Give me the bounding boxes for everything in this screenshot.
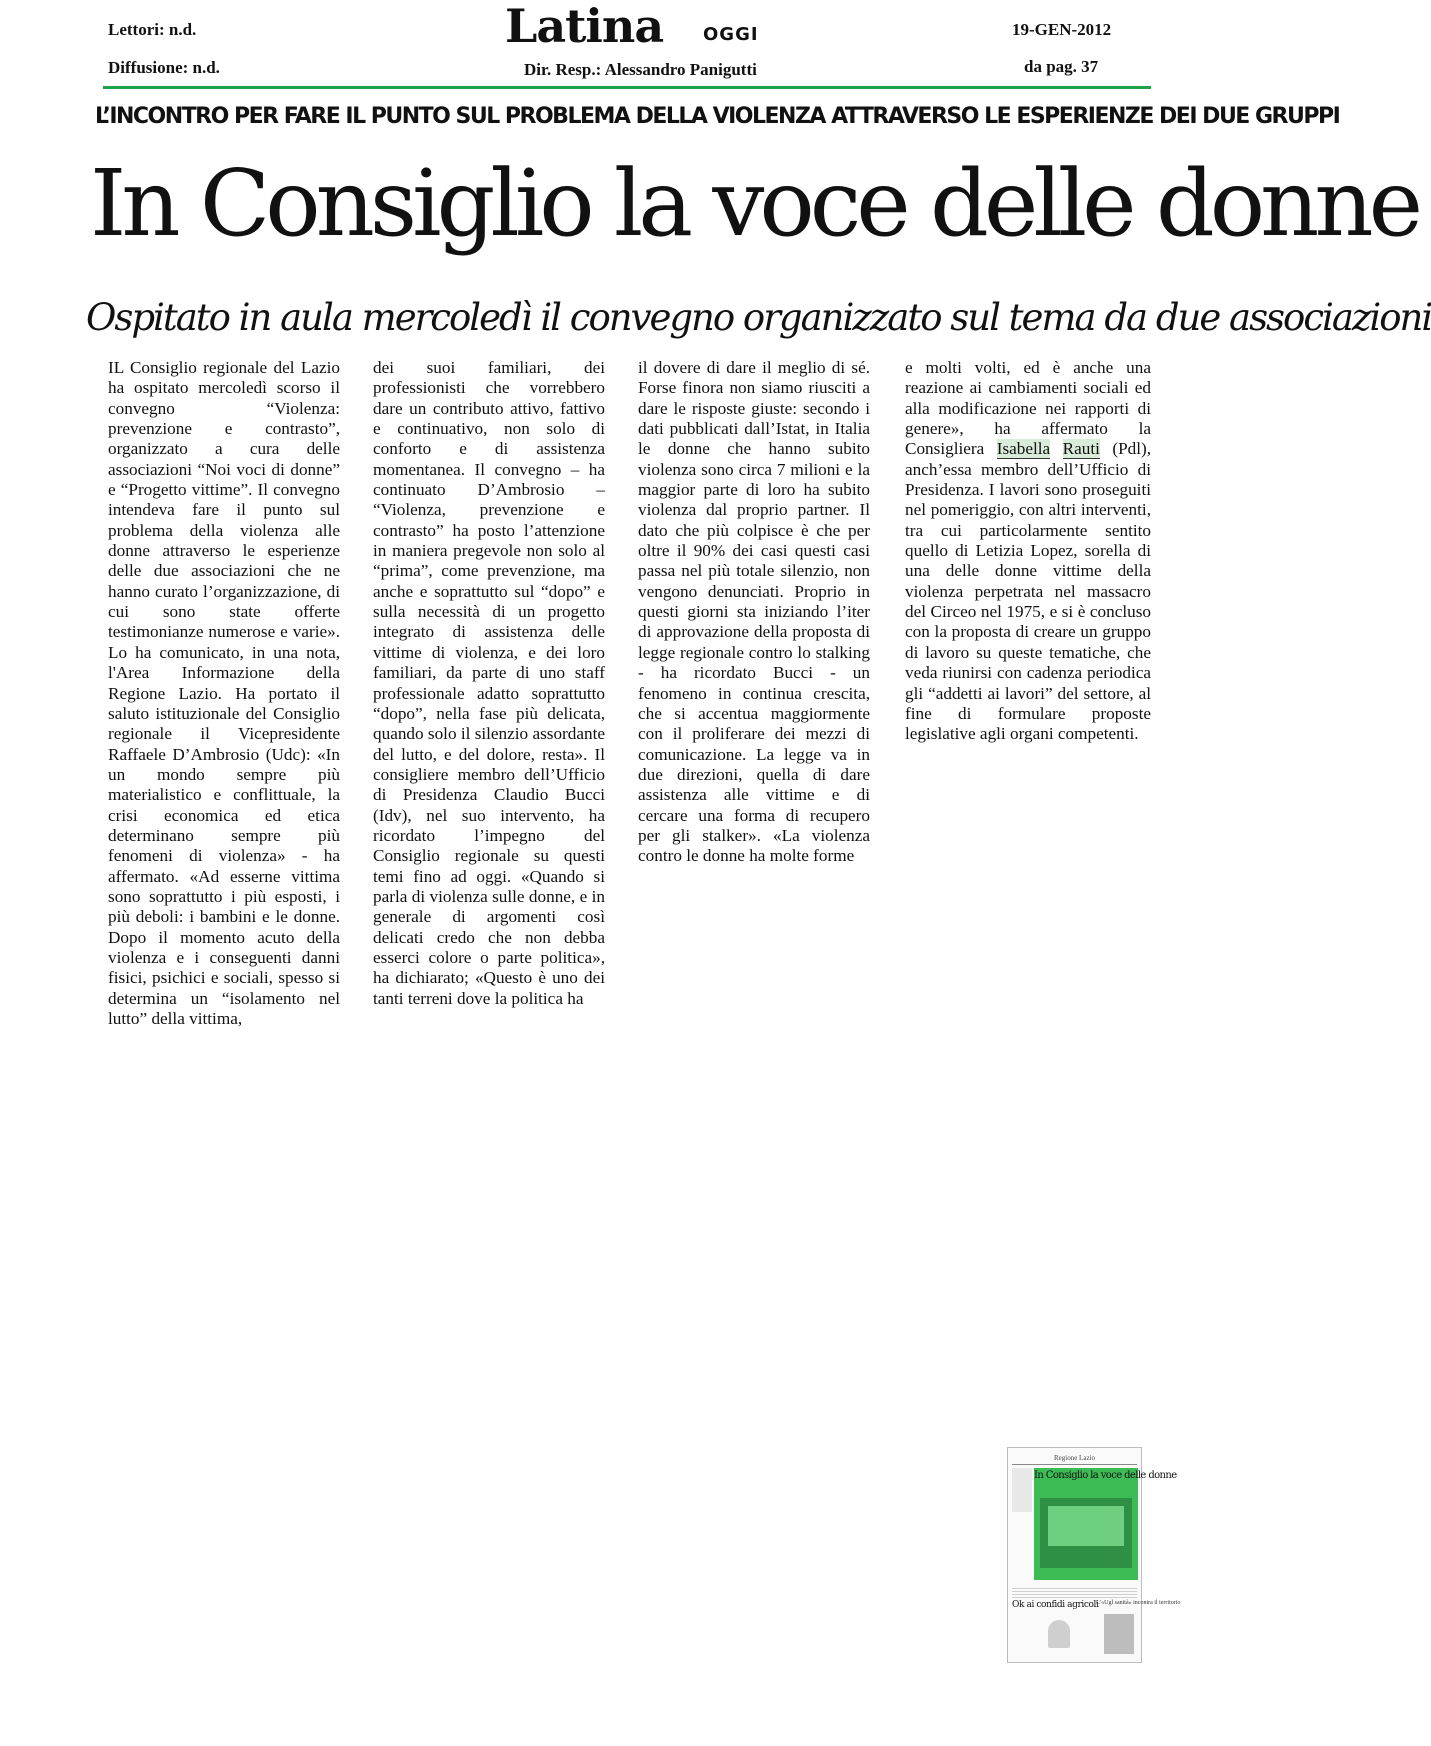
thumbnail-portrait <box>1048 1620 1070 1648</box>
thumbnail-top-label: Regione Lazio <box>1053 1454 1095 1462</box>
column-1-text: IL Consiglio regionale del Lazio ha ospitato mercoledì scorso il convegno “Violenza: prevenzione e contrasto”, organizzato a cura delle associazioni “Noi voci di donne” e “Progetto vittime”. Il convegno intendeva fare il punto sul problema della violenza alle donne attraverso le esperienze delle due associazioni che ne hanno curato l’organizzazione, di cui sono state offerte testimonianze numerose e varie». Lo ha comunicato, in una nota, l'Area Informazione della Regione Lazio. Ha portato il saluto istituzionale del Consiglio regionale il Vicepresidente Raffaele D’Ambrosio (Udc): «In un mondo sempre più materialistico e conflittuale, la crisi economica ed etica determinano sempre più fenomeni di violenza» - ha affermato. «Ad esserne vittima sono soprattutto i più esposti, i più deboli: i bambini e le donne. Dopo il momento acuto della violenza e i conseguenti danni fisici, psichici e sociali, spesso si determina un “isolamento nel lutto” della vittima, <box>108 358 340 1028</box>
thumbnail-title: In Consiglio la voce delle donne <box>1034 1470 1177 1481</box>
highlighted-last-name: Rauti <box>1062 439 1100 459</box>
article-subheadline: Ospitato in aula mercoledì il convegno organizzato sul tema da due associazioni <box>86 296 1431 339</box>
readers-label: Lettori: n.d. <box>108 20 197 39</box>
column-3-text: il dovere di dare il meglio di sé. Forse finora non siamo riusciti a dare le risposte giuste: secondo i dati pubblicati dall’Istat, in Italia le donne che hanno subito violenza sono circa 7 milioni e la maggior parte di loro ha subito violenza dal proprio partner. Il dato che più colpisce è che per oltre il 90% dei casi questi casi passa nel più totale silenzio, non vengono denunciati. Proprio in questi giorni sta iniziando l’iter di approvazione della proposta di legge regionale contro lo stalking - ha ricordato Bucci - un fenomeno in continua crescita, che si accentua maggiormente con il proliferare dei mezzi di comunicazione. La legge va in due direzioni, quella di dare assistenza alle vittime e di cercare una forma di recupero per gli stalker». «La violenza contro le donne ha molte forme <box>638 358 870 866</box>
article-column-1 <box>108 358 340 1029</box>
thumbnail-photo-detail <box>1048 1506 1124 1546</box>
article-column-2 <box>373 358 605 1009</box>
thumbnail-rule <box>1012 1464 1137 1465</box>
header-rule <box>103 86 1151 89</box>
thumbnail-figure <box>1104 1614 1134 1654</box>
article-column-4 <box>905 358 1151 745</box>
thumbnail-bottom-right-title: L’«Ugl sanità» incontra il territorio <box>1096 1600 1181 1606</box>
article-kicker: L’INCONTRO PER FARE IL PUNTO SUL PROBLEMA DELLA VIOLENZA ATTRAVERSO LE ESPERIENZE DEI DUE GRUPPI <box>95 104 1340 129</box>
newspaper-masthead <box>505 0 765 53</box>
masthead-name: Latina <box>505 0 664 53</box>
column-4-text-a: e molti volti, ed è anche una reazione ai cambiamenti sociali ed alla modificazione nei rapporti di genere», ha affermato la Consigliera <box>905 358 1151 459</box>
column-4-text-b: (Pdl), anch’essa membro dell’Ufficio di Presidenza. I lavori sono proseguiti nel pomeriggio, con altri interventi, tra cui particolarmente sentito quello di Letizia Lopez, sorella di una delle donne vittime della violenza perpetrata nel massacro del Circeo nel 1975, e si è concluso con la proposta di creare un gruppo di lavoro su queste tematiche, che veda riunirsi con cadenza periodica gli “addetti ai lavori” del settore, al fine di formulare proposte legislative agli organi competenti. <box>905 439 1152 744</box>
masthead-sub: OGGI <box>703 24 759 45</box>
article-headline: In Consiglio la voce delle donne <box>90 150 1419 257</box>
column-2-text: dei suoi familiari, dei professionisti che vorrebbero dare un contributo attivo, fattivo e continuativo, non solo di conforto e di assistenza momentanea. Il convegno – ha continuato D’Ambrosio – “Violenza, prevenzione e contrasto” ha posto l’attenzione in maniera pregevole non solo al “prima”, come prevenzione, ma anche e soprattutto sul “dopo” e sulla necessità di un progetto integrato di assistenza delle vittime di violenza, e dei loro familiari, da parte di uno staff professionale adatto soprattutto “dopo”, nella fase più delicata, quando solo il silenzio assordante del lutto, e del dolore, resta». Il consigliere membro dell’Ufficio di Presidenza Claudio Bucci (Idv), nel suo intervento, ha ricordato l’impegno del Consiglio regionale su questi temi fino ad oggi. «Quando si parla di violenza sulle donne, e in generale di argomenti così delicati credo che non debba esserci colore o parte politica», ha dichiarato; «Questo è uno dei tanti terreni dove la politica ha <box>373 358 605 1008</box>
page-thumbnail <box>1007 1447 1181 1663</box>
thumbnail-bottom-title: Ok ai confidi agricoli <box>1012 1600 1099 1610</box>
date-label: 19-GEN-2012 <box>1012 20 1112 39</box>
page-label: da pag. 37 <box>1024 57 1099 76</box>
director-label: Dir. Resp.: Alessandro Panigutti <box>524 60 757 79</box>
thumbnail-left-box <box>1012 1468 1032 1512</box>
circulation-label: Diffusione: n.d. <box>108 58 220 77</box>
column-4-text <box>905 358 1151 745</box>
thumbnail-text-lines <box>1012 1588 1137 1598</box>
article-column-3 <box>638 358 870 867</box>
highlighted-first-name: Isabella <box>996 439 1051 459</box>
